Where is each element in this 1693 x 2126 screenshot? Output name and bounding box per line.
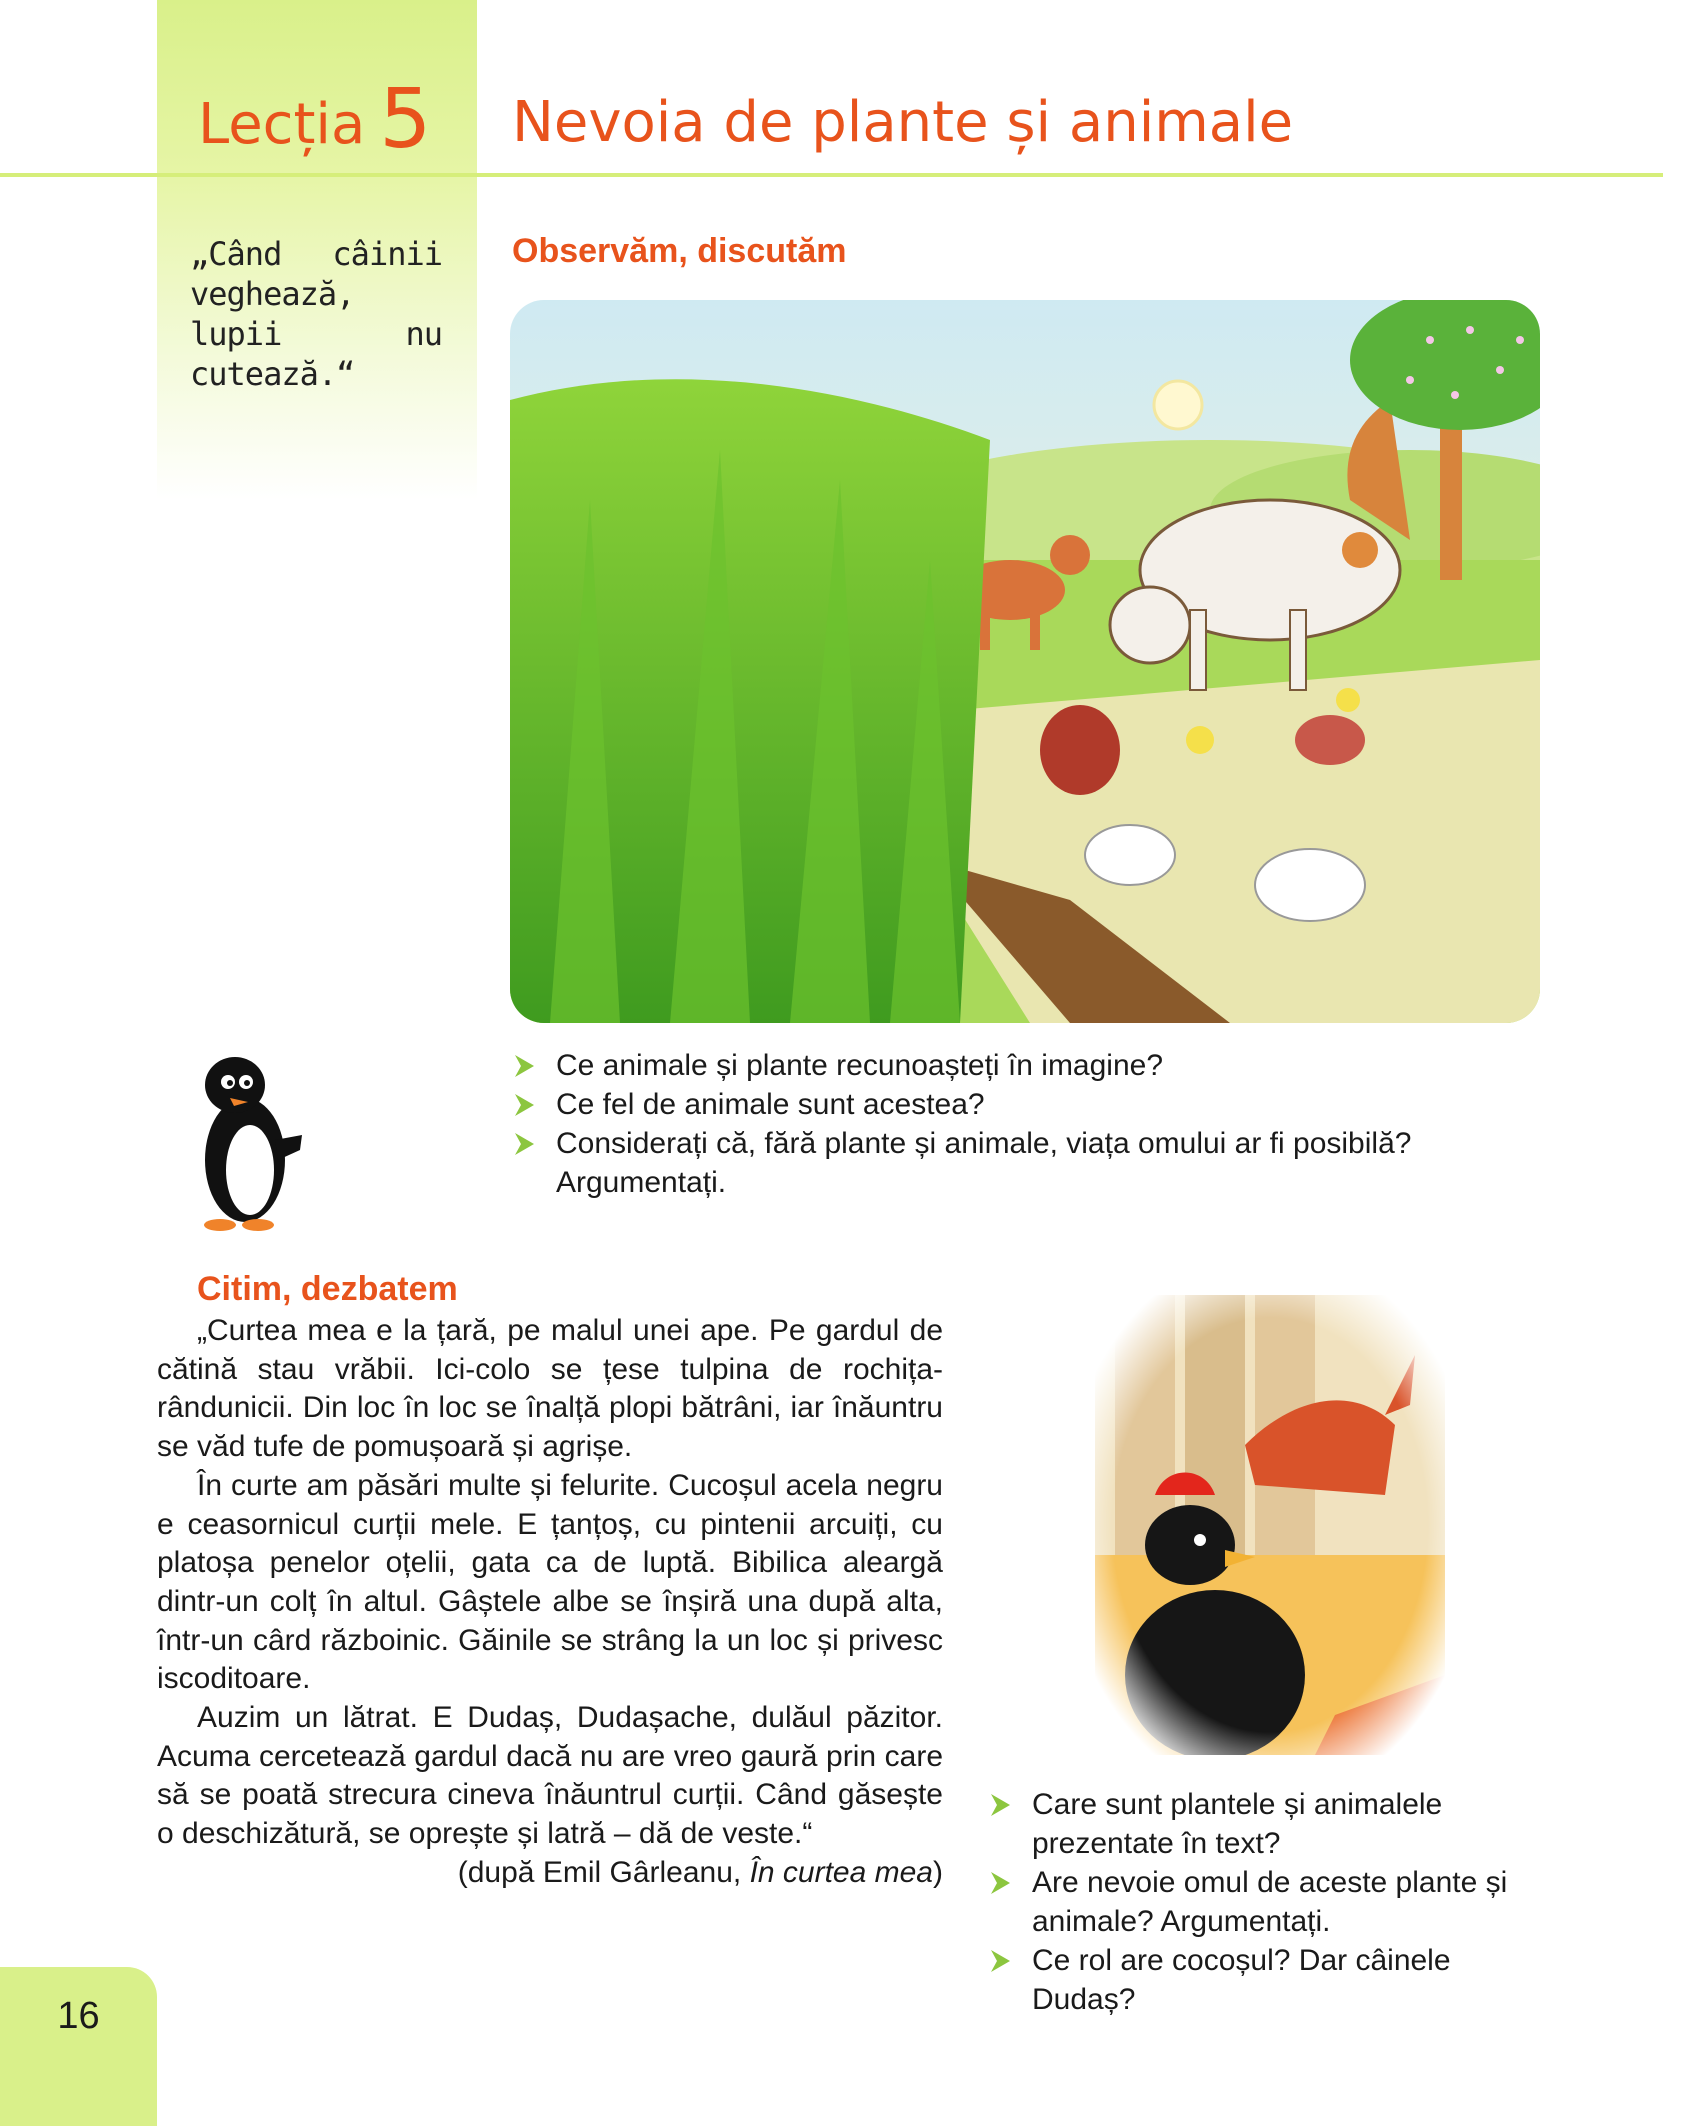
- list-item: Ce rol are cocoșul? Dar câinele Dudaș?: [988, 1941, 1538, 2019]
- title-rule: [0, 173, 1663, 177]
- list-item: Ce animale și plante recunoașteți în imagine?: [512, 1046, 1502, 1085]
- section-heading-observe: Observăm, discutăm: [512, 232, 847, 270]
- list-item: Care sunt plantele și animalele prezentate în text?: [988, 1785, 1538, 1863]
- page-number-tab: [0, 1967, 157, 2126]
- penguin-mascot: [190, 1040, 310, 1240]
- rooster-and-dog-illustration: [1095, 1295, 1445, 1755]
- paragraph: În curte am păsări multe și felurite. Cucoșul acela negru e ceasornicul curții mele. E țanțoș, cu pintenii arcuiți, cu platoșa penelor oțelii, gata ca de luptă. Bibilica aleargă dintr-un colț în altul. Gâștele albe se înșiră una după alta, într-un cârd războinic. Găinile se strâng la un loc și privesc iscoditoare.: [157, 1468, 943, 1696]
- chevron-right-icon: [988, 1950, 1010, 1972]
- page-number: 16: [57, 1995, 100, 2037]
- paragraph: „Curtea mea e la țară, pe malul unei ape. Pe gardul de cătină stau vrăbii. Ici-colo se țese tulpina de rochița-rândunicii. Din loc în loc se înalță plopi bătrâni, iar înăuntru se văd tufe de pomușoară și agrișe.: [157, 1314, 943, 1464]
- chevron-right-icon: [988, 1872, 1010, 1894]
- lesson-label: [198, 72, 431, 167]
- paragraph: Auzim un lătrat. E Dudaș, Dudașache, dulăul păzitor. Acuma cercetează gardul dacă nu are vreo gaură prin care să se poată strecura cineva înăuntrul curții. Când găsește o deschizătură, se oprește și latră – dă de veste.“: [157, 1701, 943, 1851]
- chevron-right-icon: [512, 1094, 534, 1116]
- chevron-right-icon: [988, 1794, 1010, 1816]
- lesson-number: 5: [379, 72, 432, 167]
- chevron-right-icon: [512, 1133, 534, 1155]
- farm-illustration: [510, 300, 1540, 1023]
- lesson-title: Nevoia de plante și animale: [512, 90, 1294, 155]
- reading-text: [157, 1312, 943, 1893]
- list-item: Are nevoie omul de aceste plante și animale? Argumentați.: [988, 1863, 1538, 1941]
- source-citation: (după Emil Gârleanu, În curtea mea): [457, 1855, 943, 1889]
- proverb-quote: „Când câinii veghează, lupii nu cutează.“: [190, 235, 442, 393]
- section-heading-read: Citim, dezbatem: [197, 1270, 458, 1308]
- section1-questions: [512, 1046, 1502, 1202]
- chevron-right-icon: [512, 1055, 534, 1077]
- section2-questions: [988, 1785, 1538, 2019]
- lesson-word: Lecția: [198, 92, 366, 157]
- list-item: Ce fel de animale sunt acestea?: [512, 1085, 1502, 1124]
- list-item: Considerați că, fără plante și animale, viața omului ar fi posibilă? Argumentați.: [512, 1124, 1502, 1202]
